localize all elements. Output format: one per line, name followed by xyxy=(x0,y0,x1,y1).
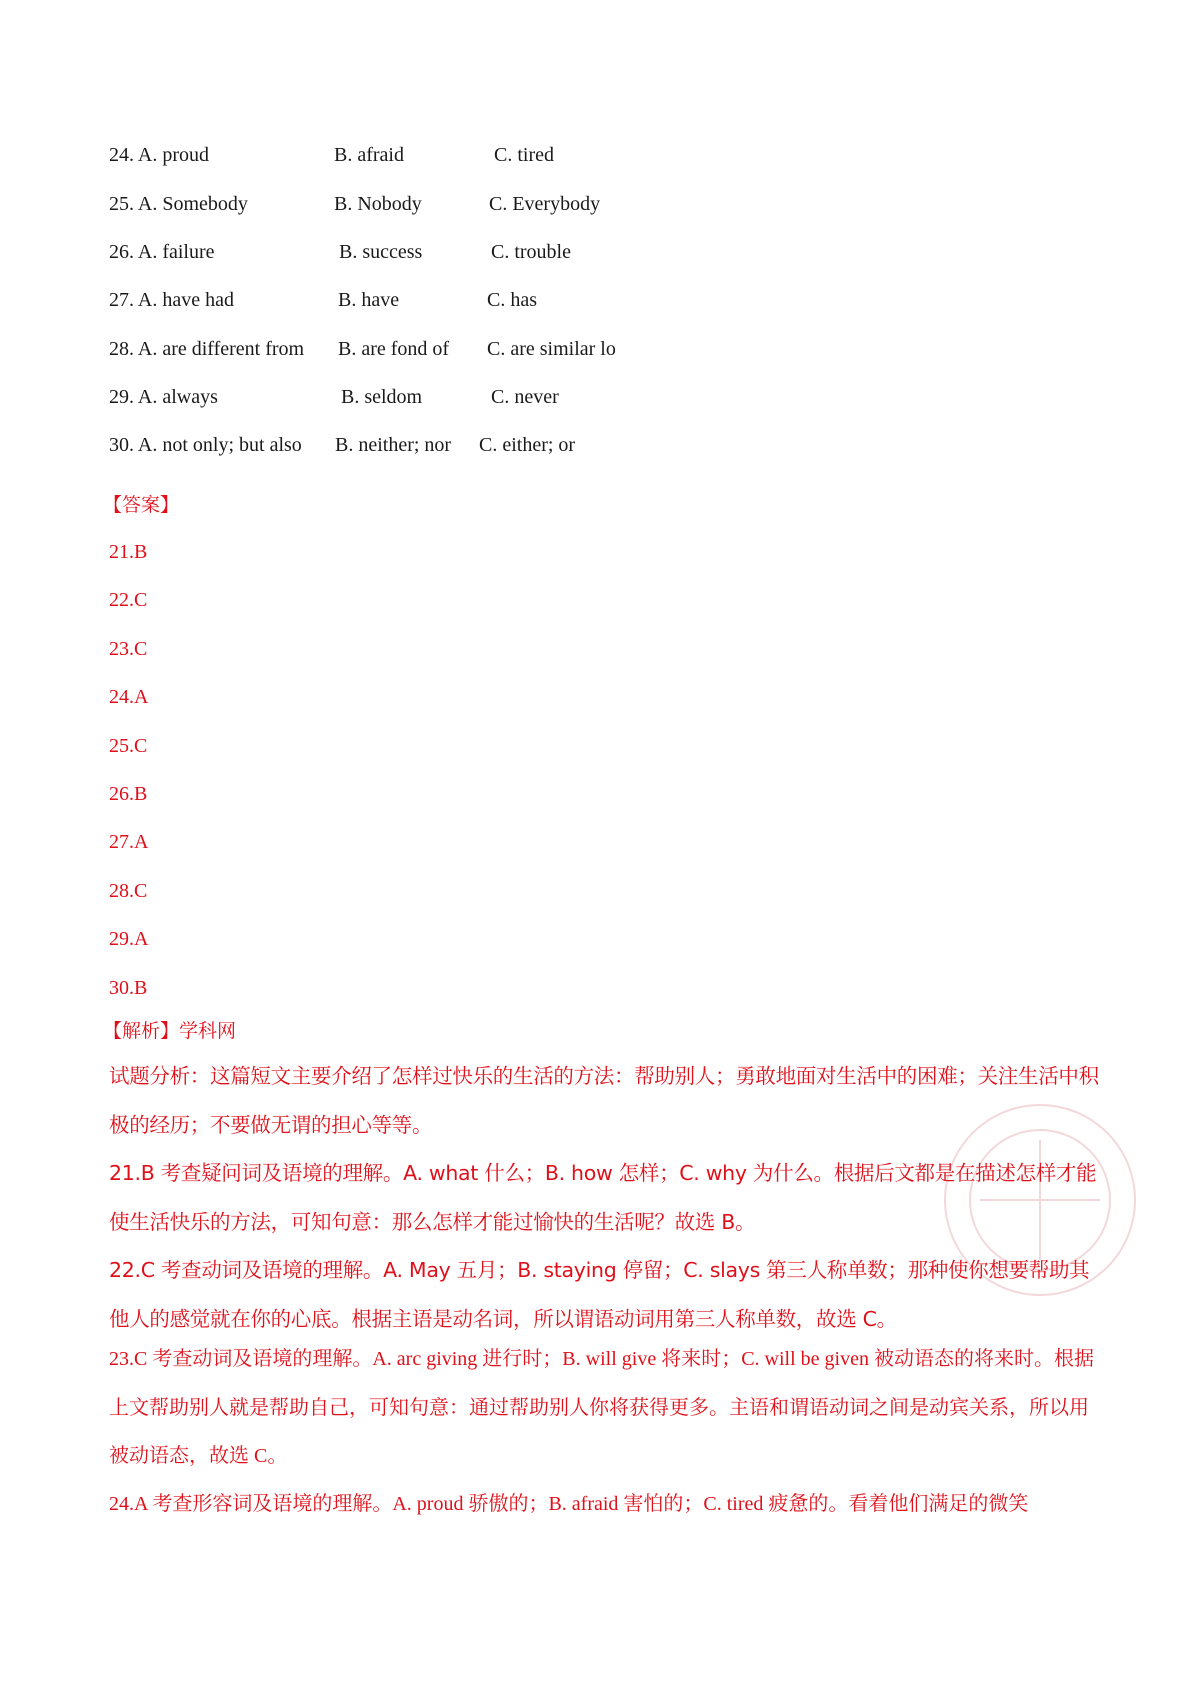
answer-item: 25.C xyxy=(109,735,148,757)
answer-item: 26.B xyxy=(109,783,148,805)
watermark-stamp xyxy=(920,1075,1160,1325)
answer-item: 27.A xyxy=(109,831,149,853)
analysis-text: 22.C 考查动词及语境的理解。A. May 五月；B. staying 停留；C. slays 第三人称单数；那种使你想要帮助其他人的感觉就在你的心底。根据主语是动名词，所以谓语动词用第三人称单数，故选 C。 xyxy=(109,1258,1090,1331)
option-b: B. have xyxy=(338,289,400,311)
option-a: 24. A. proud xyxy=(109,144,209,166)
option-a: 28. A. are different from xyxy=(109,338,305,360)
answer-item: 28.C xyxy=(109,880,148,902)
option-b: B. afraid xyxy=(334,144,404,166)
option-b: B. are fond of xyxy=(338,338,450,360)
analysis-heading: 【解析】学科网 xyxy=(103,1020,237,1042)
answer-item: 24.A xyxy=(109,686,149,708)
answer-item: 21.B xyxy=(109,541,148,563)
analysis-text: 21.B 考查疑问词及语境的理解。A. what 什么；B. how 怎样；C. why 为什么。根据后文都是在描述怎样才能使生活快乐的方法，可知句意：那么怎样才能过愉快的生活呢？故选 B。 xyxy=(109,1161,1097,1234)
answer-item: 30.B xyxy=(109,977,148,999)
option-b: B. success xyxy=(339,241,423,263)
option-b: B. seldom xyxy=(341,386,423,408)
option-c: C. tired xyxy=(494,144,554,166)
answer-item: 22.C xyxy=(109,589,148,611)
option-b: B. Nobody xyxy=(334,193,422,215)
option-c: C. either; or xyxy=(479,434,576,456)
option-b: B. neither; nor xyxy=(335,434,452,456)
analysis-text: 试题分析：这篇短文主要介绍了怎样过快乐的生活的方法：帮助别人；勇敢地面对生活中的困难；关注生活中积极的经历；不要做无谓的担心等等。 xyxy=(109,1064,1099,1137)
option-a: 27. A. have had xyxy=(109,289,234,311)
answer-item: 23.C xyxy=(109,638,148,660)
analysis-item-23 xyxy=(109,1335,1099,1481)
option-c: C. trouble xyxy=(491,241,571,263)
option-c: C. has xyxy=(487,289,537,311)
option-a: 30. A. not only; but also xyxy=(109,434,302,456)
option-c: C. never xyxy=(491,386,559,408)
option-a: 29. A. always xyxy=(109,386,218,408)
option-a: 25. A. Somebody xyxy=(109,193,248,215)
analysis-text: 23.C 考查动词及语境的理解。A. arc giving 进行时；B. will give 将来时；C. will be given 被动语态的将来时。根据上文帮助别人就是帮助自己，可知句意：通过帮助别人你将获得更多。主语和谓语动词之间是动宾关系，所以用被动语态，故选 C。 xyxy=(109,1348,1094,1467)
option-a: 26. A. failure xyxy=(109,241,215,263)
answer-heading: 【答案】 xyxy=(103,494,180,516)
answer-item: 29.A xyxy=(109,928,149,950)
analysis-text: 24.A 考查形容词及语境的理解。A. proud 骄傲的；B. afraid 害怕的；C. tired 疲惫的。看着他们满足的微笑 xyxy=(109,1493,1029,1515)
analysis-item-24 xyxy=(109,1480,1099,1529)
option-c: C. Everybody xyxy=(489,193,601,215)
option-c: C. are similar lo xyxy=(487,338,616,360)
